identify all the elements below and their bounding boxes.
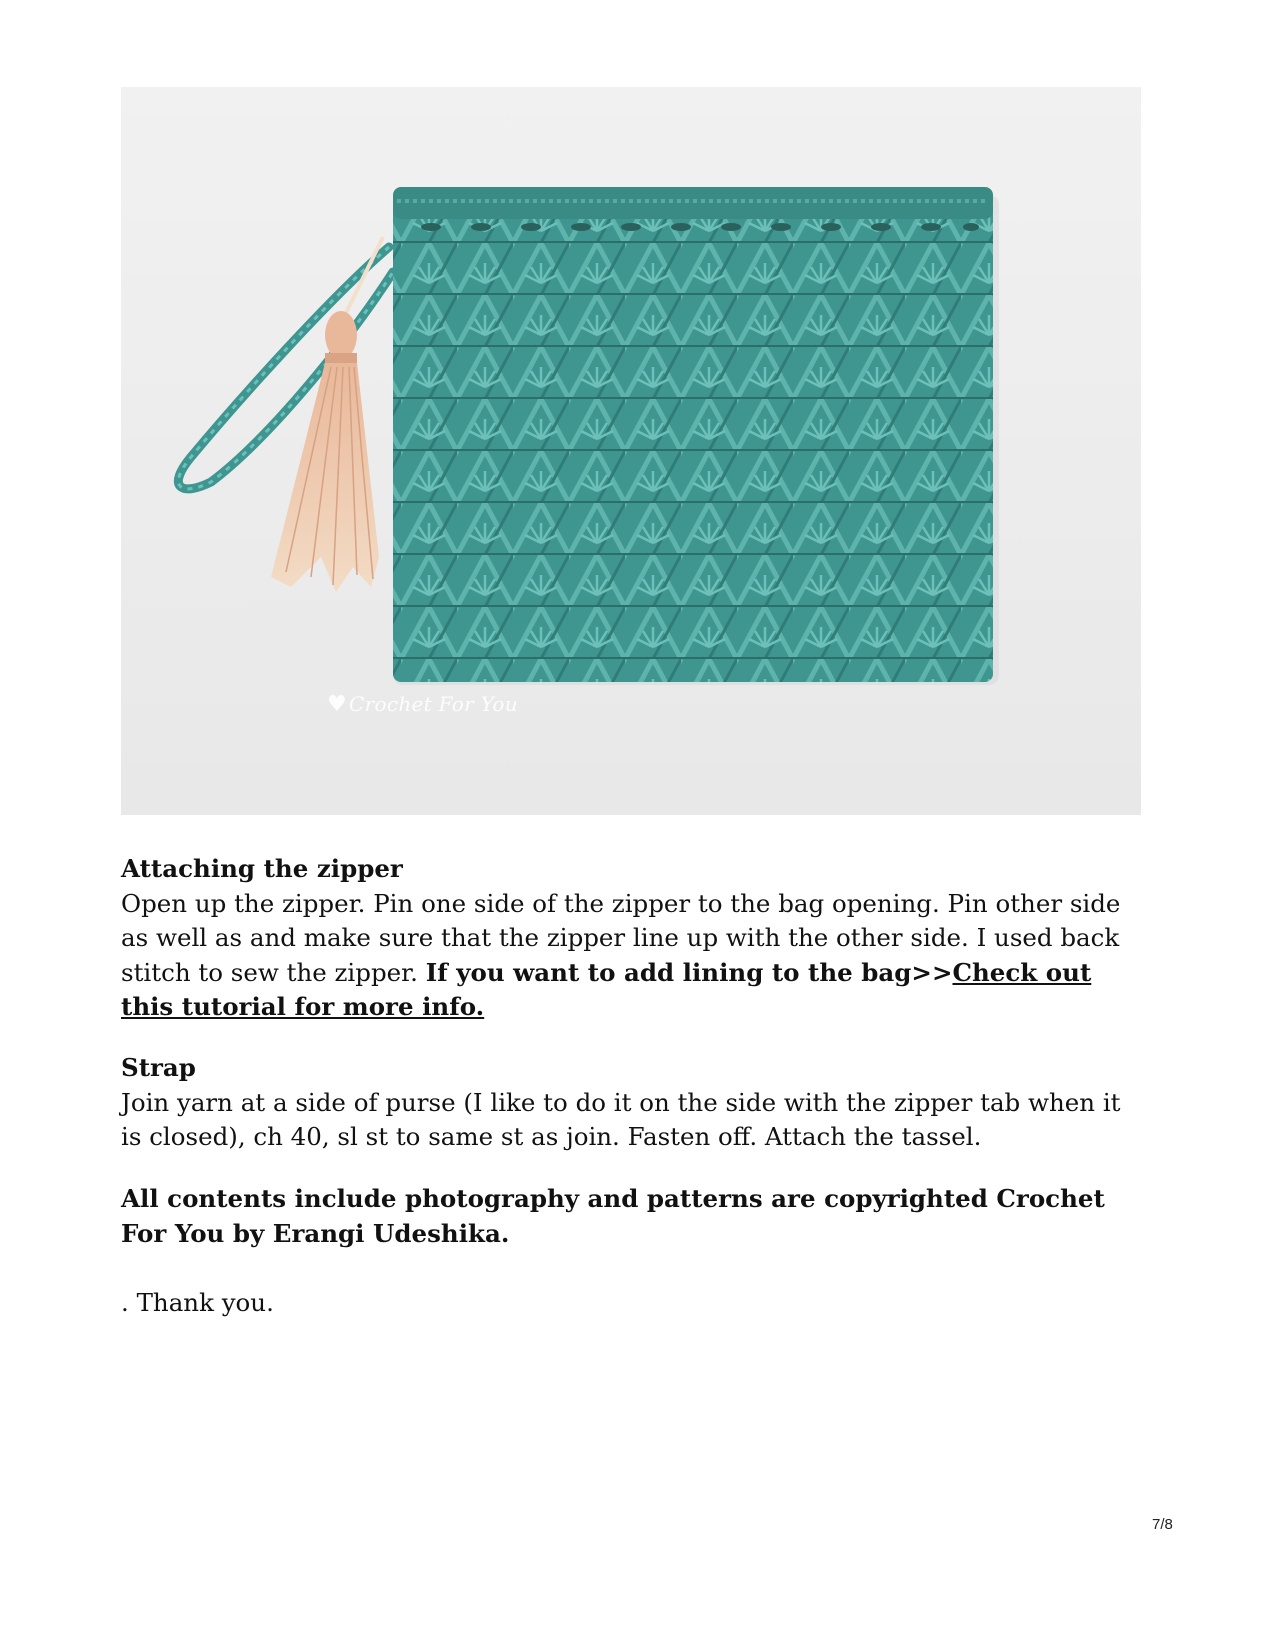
photo-watermark	[327, 692, 518, 717]
section-strap	[121, 1051, 1141, 1155]
section-heading: Attaching the zipper	[121, 854, 403, 883]
zipper-instructions: Open up the zipper. Pin one side of the zipper to the bag opening. Pin other side as well as and make sure that the zipper line up with the other side. I used back stitch to sew the zipper.	[121, 888, 1121, 987]
lining-tutorial-link[interactable]: Check out this tutorial for more info.	[121, 957, 1092, 1021]
crochet-clutch-photo	[121, 87, 1141, 815]
bag-body	[393, 197, 993, 682]
section-body: Join yarn at a side of purse (I like to do it on the side with the zipper tab when it is closed), ch 40, sl st to same st as join. Fasten off. Attach the tassel.	[121, 1087, 1121, 1151]
copyright-notice	[121, 1182, 1141, 1251]
lining-note: If you want to add lining to the bag>>	[425, 957, 953, 987]
section-attaching-zipper	[121, 852, 1141, 1025]
page-number: 7/8	[1152, 1516, 1173, 1533]
thanks-text: . Thank you.	[121, 1288, 274, 1317]
copyright-text: All contents include photography and patterns are copyrighted Crochet For You by Erangi Udeshika.	[121, 1184, 1105, 1248]
thanks-note	[121, 1286, 1141, 1321]
section-body	[121, 887, 1141, 1025]
clutch-illustration	[121, 87, 1141, 815]
watermark-text: Crochet For You	[349, 692, 518, 716]
section-heading: Strap	[121, 1053, 196, 1082]
heart-icon: ♥	[327, 692, 348, 717]
